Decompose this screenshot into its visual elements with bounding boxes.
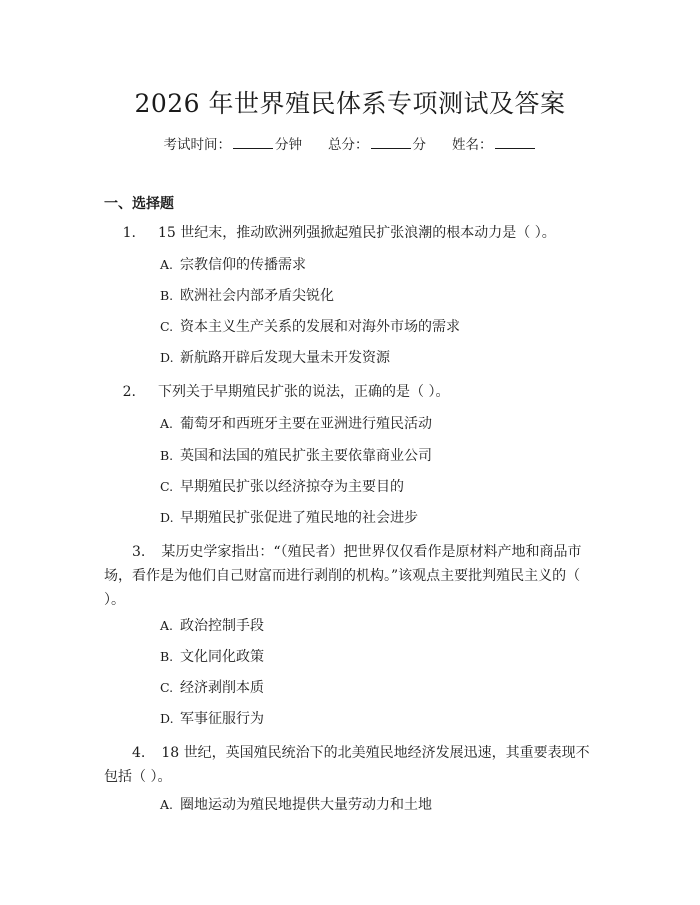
- option-1d: [160, 348, 600, 368]
- score-blank: [371, 135, 411, 149]
- section-heading: 一、选择题: [104, 196, 174, 212]
- question-number: 4.: [132, 745, 146, 761]
- name-blank: [495, 135, 535, 149]
- option-letter: C.: [160, 479, 174, 494]
- option-letter: A.: [160, 618, 174, 633]
- question-text: 下列关于早期殖民扩张的说法，正确的是（ ）。: [158, 384, 450, 400]
- question-4: [104, 741, 596, 789]
- option-3a: [160, 616, 600, 636]
- option-2c: [160, 477, 600, 497]
- score-unit: 分: [412, 137, 426, 153]
- option-3b: [160, 647, 600, 667]
- question-text: 18 世纪，英国殖民统治下的北美殖民地经济发展迅速，其重要表现不包括（ ）。: [104, 745, 590, 785]
- question-2: [104, 380, 596, 404]
- option-letter: D.: [160, 350, 174, 365]
- option-text: 英国和法国的殖民扩张主要依靠商业公司: [180, 448, 432, 464]
- option-text: 文化同化政策: [180, 649, 264, 665]
- option-letter: B.: [160, 448, 174, 463]
- question-number: 2.: [122, 384, 136, 400]
- option-text: 新航路开辟后发现大量未开发资源: [180, 350, 390, 366]
- time-blank: [233, 135, 273, 149]
- question-number: 3.: [132, 544, 146, 560]
- question-1: [104, 221, 596, 245]
- option-letter: A.: [160, 797, 174, 812]
- option-text: 资本主义生产关系的发展和对海外市场的需求: [180, 319, 460, 335]
- option-3d: [160, 709, 600, 729]
- score-label: 总分：: [328, 137, 369, 153]
- time-label: 考试时间：: [163, 137, 231, 153]
- question-3: [104, 540, 596, 612]
- question-text: 15 世纪末，推动欧洲列强掀起殖民扩张浪潮的根本动力是（ ）。: [158, 225, 556, 241]
- option-letter: B.: [160, 649, 174, 664]
- option-2b: [160, 446, 600, 466]
- option-letter: C.: [160, 680, 174, 695]
- option-1a: [160, 255, 600, 275]
- option-2a: [160, 414, 600, 434]
- name-label: 姓名：: [452, 137, 493, 153]
- option-1c: [160, 317, 600, 337]
- option-text: 早期殖民扩张以经济掠夺为主要目的: [180, 479, 404, 495]
- option-letter: A.: [160, 257, 174, 272]
- option-letter: B.: [160, 288, 174, 303]
- option-text: 圈地运动为殖民地提供大量劳动力和土地: [180, 797, 432, 813]
- option-4a: [160, 795, 600, 815]
- option-letter: C.: [160, 319, 174, 334]
- option-text: 欧洲社会内部矛盾尖锐化: [180, 288, 334, 304]
- question-text: 某历史学家指出：“（殖民者）把世界仅仅看作是原材料产地和商品市场，看作是为他们自己财富而进行剥削的机构。”该观点主要批判殖民主义的（ ）。: [104, 544, 582, 608]
- option-3c: [160, 678, 600, 698]
- option-1b: [160, 286, 600, 306]
- option-text: 军事征服行为: [180, 711, 264, 727]
- option-letter: A.: [160, 416, 174, 431]
- page-title: 2026 年世界殖民体系专项测试及答案: [134, 89, 566, 118]
- option-text: 早期殖民扩张促进了殖民地的社会进步: [180, 510, 418, 526]
- option-text: 政治控制手段: [180, 618, 264, 634]
- question-number: 1.: [122, 225, 136, 241]
- exam-info-line: [0, 133, 700, 153]
- option-text: 宗教信仰的传播需求: [180, 257, 306, 273]
- option-text: 经济剥削本质: [180, 680, 264, 696]
- time-unit: 分钟: [275, 137, 302, 153]
- option-text: 葡萄牙和西班牙主要在亚洲进行殖民活动: [180, 416, 432, 432]
- option-letter: D.: [160, 510, 174, 525]
- option-letter: D.: [160, 711, 174, 726]
- option-2d: [160, 508, 600, 528]
